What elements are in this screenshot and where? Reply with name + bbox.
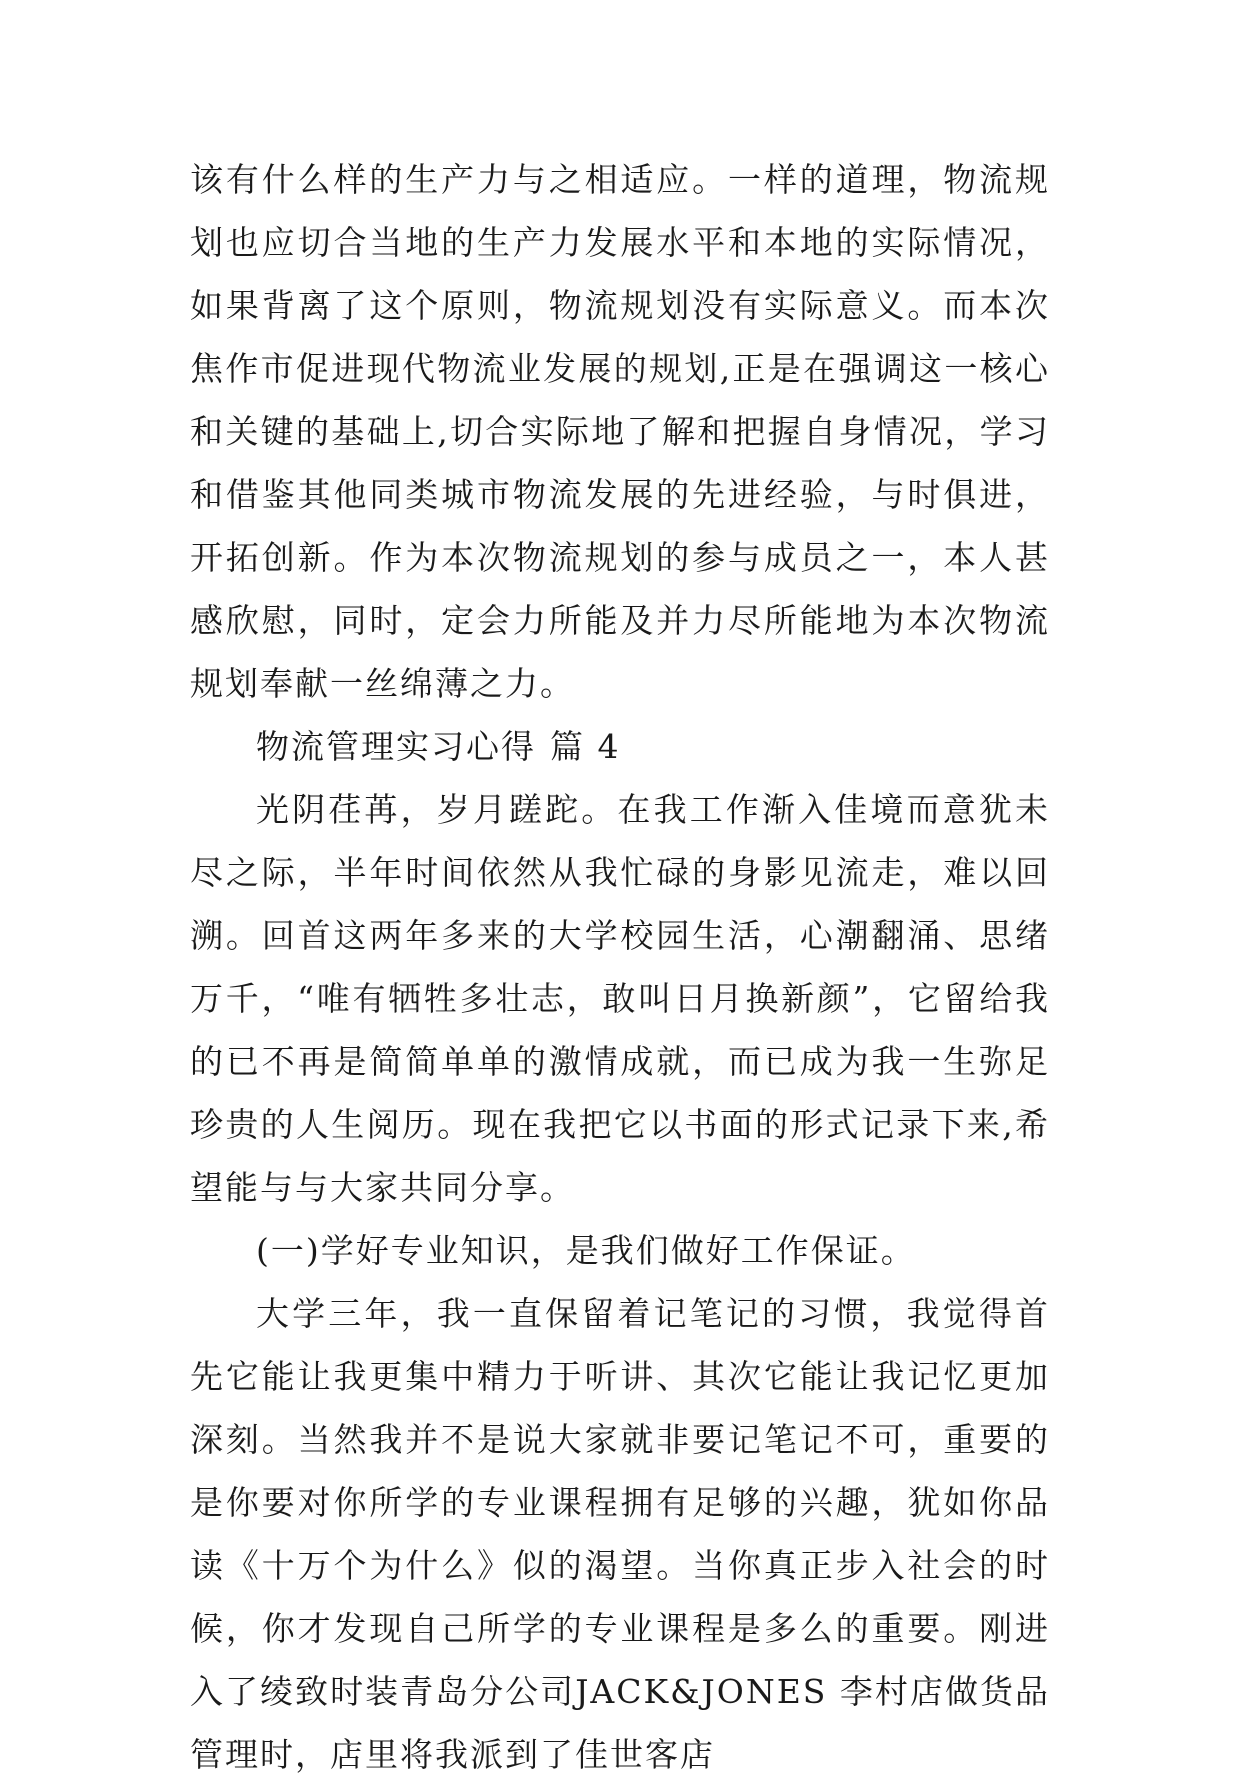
section-number: 篇 4 <box>550 727 621 766</box>
document-body <box>190 148 1050 1786</box>
subheading-one: (一)学好专业知识，是我们做好工作保证。 <box>256 1231 916 1270</box>
section-title: 物流管理实习心得 <box>256 727 536 766</box>
section-heading <box>190 715 1050 778</box>
paragraph-continued: 该有什么样的生产力与之相适应。一样的道理，物流规划也应切合当地的生产力发展水平和本地的实际情况，如果背离了这个原则，物流规划没有实际意义。而本次焦作市促进现代物流业发展的规划,正是在强调这一核心和关键的基础上,切合实际地了解和把握自身情况，学习和借鉴其他同类城市物流发展的先进经验，与时俱进，开拓创新。作为本次物流规划的参与成员之一，本人甚感欣慰，同时，定会力所能及并力尽所能地为本次物流规划奉献一丝绵薄之力。 <box>190 160 1050 703</box>
paragraph-intro: 光阴荏苒，岁月蹉跎。在我工作渐入佳境而意犹未尽之际，半年时间依然从我忙碌的身影见流走，难以回溯。回首这两年多来的大学校园生活，心潮翻涌、思绪万千，“唯有牺牲多壮志，敢叫日月换新颜”，它留给我的已不再是简简单单的激情成就，而已成为我一生弥足珍贵的人生阅历。现在我把它以书面的形式记录下来,希望能与与大家共同分享。 <box>190 790 1050 1207</box>
paragraph-study-notes: 大学三年，我一直保留着记笔记的习惯，我觉得首先它能让我更集中精力于听讲、其次它能让我记忆更加深刻。当然我并不是说大家就非要记笔记不可，重要的是你要对你所学的专业课程拥有足够的兴趣，犹如你品读《十万个为什么》似的渴望。当你真正步入社会的时候，你才发现自己所学的专业课程是多么的重要。刚进入了绫致时装青岛分公司JACK&JONES 李村店做货品管理时，店里将我派到了佳世客店 <box>190 1294 1050 1774</box>
